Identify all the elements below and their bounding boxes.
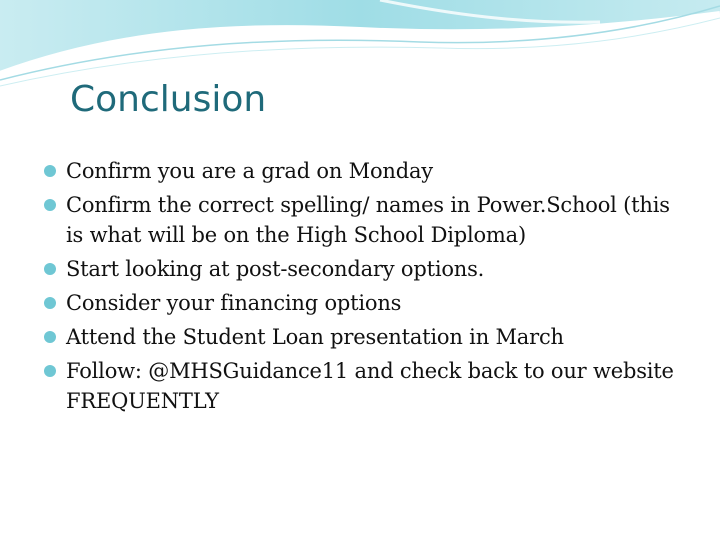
list-item <box>44 254 684 284</box>
slide-title: Conclusion <box>70 79 267 120</box>
bullet-text: Attend the Student Loan presentation in March <box>66 325 564 349</box>
bullet-dot-icon <box>44 263 56 275</box>
list-item <box>44 156 684 186</box>
bullet-text: Follow: @MHSGuidance11 and check back to our website FREQUENTLY <box>66 359 674 413</box>
bullet-text: Confirm the correct spelling/ names in Power.School (this is what will be on the High School Diploma) <box>66 193 670 247</box>
bullet-dot-icon <box>44 199 56 211</box>
bullet-dot-icon <box>44 297 56 309</box>
bullet-text: Start looking at post-secondary options. <box>66 257 485 281</box>
top-wave-decoration <box>0 0 720 90</box>
list-item <box>44 190 684 250</box>
list-item <box>44 322 684 352</box>
bullet-text: Confirm you are a grad on Monday <box>66 159 433 183</box>
bullet-list <box>44 156 684 420</box>
list-item <box>44 288 684 318</box>
bullet-dot-icon <box>44 331 56 343</box>
list-item <box>44 356 684 416</box>
bullet-text: Consider your financing options <box>66 291 402 315</box>
bullet-dot-icon <box>44 165 56 177</box>
bullet-dot-icon <box>44 365 56 377</box>
